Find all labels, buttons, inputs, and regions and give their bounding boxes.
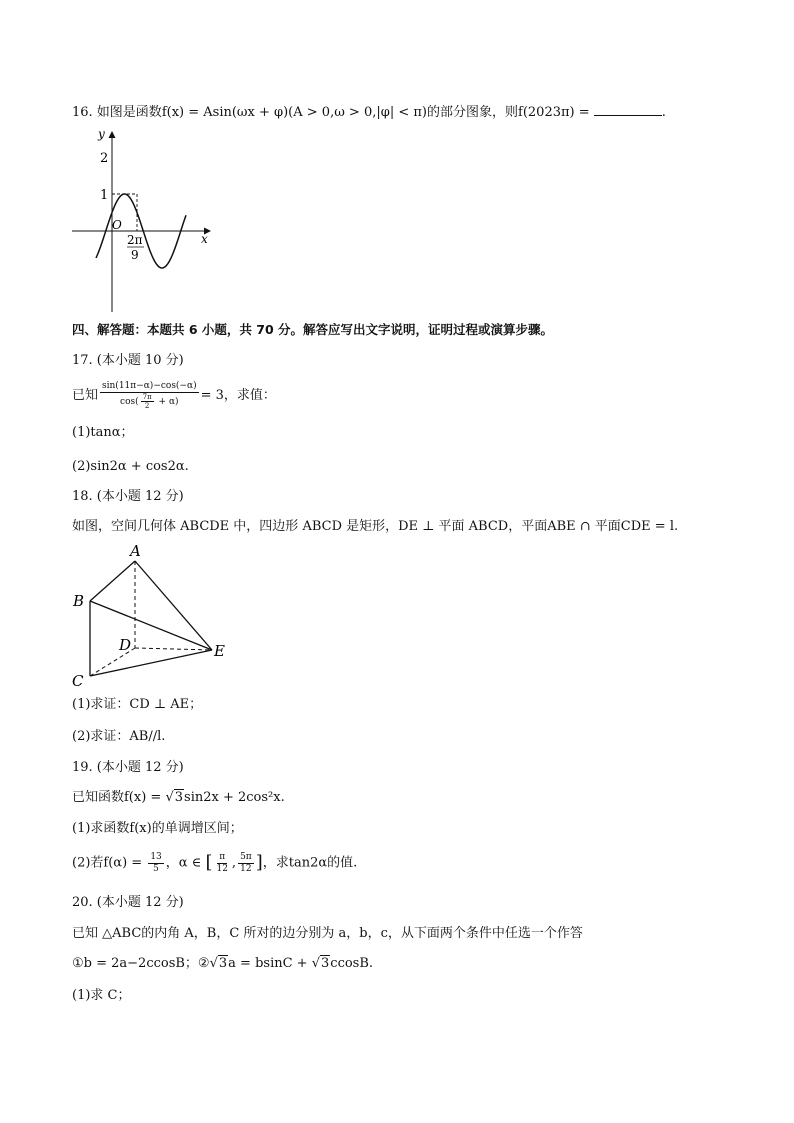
q20-cond-c: ccosB.: [330, 956, 374, 971]
q16-suffix: 的部分图象，则: [427, 105, 519, 120]
y-tick-1: 1: [100, 188, 109, 203]
q19-part1: (1)求函数f(x)的单调增区间；: [72, 821, 243, 836]
q19-given-b: sin2x + 2cos²x.: [184, 790, 285, 805]
q16-ask: f(2023π) =: [518, 105, 590, 120]
q16-prefix: 16. 如图是函数: [72, 105, 162, 120]
q17-fraction: [100, 381, 199, 410]
q20-statement: 已知 △ABC的内角 A，B，C 所对的边分别为 a，b，c，从下面两个条件中任选一个作答: [72, 926, 583, 941]
q19-part2-b: ，α ∈: [165, 855, 206, 871]
x-axis-label: x: [201, 232, 208, 246]
answer-blank: [594, 103, 662, 116]
sqrt-3: √3: [209, 956, 228, 971]
vertex-label-b: B: [73, 592, 85, 610]
q20-cond-b: a = bsinC +: [228, 956, 312, 971]
q19-part2-c: ，求tan2α的值.: [262, 855, 358, 871]
x-tick-numerator: 2π: [127, 233, 143, 247]
q19-part2: (2)若f(α) = $\frac{13}{5}$ ，α ∈ [ $\frac{\pi}{12}$ , $\frac{5\pi}{12}$ ]，求tan2α的值.: [72, 851, 358, 874]
section-heading: 四、解答题：本题共 6 小题，共 70 分。解答应写出文字说明，证明过程或演算步骤。: [72, 322, 554, 337]
origin-label: O: [112, 218, 122, 232]
q19-interval-left: $\frac{\pi}{12}$: [216, 851, 228, 874]
q20-header: 20. (本小题 12 分): [72, 895, 184, 910]
q16-function: f(x) = Asin(ωx + φ)(A > 0,ω > 0,|φ| < π): [161, 105, 427, 120]
q19-given: [72, 789, 285, 807]
q18-part1: (1)求证：CD ⊥ AE；: [72, 697, 203, 712]
x-tick-denominator: 9: [131, 248, 139, 262]
q18-statement: 如图，空间几何体 ABCDE 中，四边形 ABCD 是矩形，DE ⊥ 平面 ABCD，平面ABE ∩ 平面CDE = l.: [72, 519, 679, 534]
q16-end: .: [661, 105, 666, 120]
q16-statement: [72, 103, 666, 122]
q18-part2: (2)求证：AB//l.: [72, 729, 166, 744]
q20-part1: (1)求 C；: [72, 988, 131, 1003]
vertex-label-c: C: [72, 672, 84, 690]
y-axis-label: y: [98, 127, 105, 141]
q19-part2-a: (2)若f(α) =: [72, 855, 147, 871]
vertex-label-a: A: [130, 542, 141, 560]
q17-fraction-numerator: sin(11π−α)−cos(−α): [102, 381, 197, 391]
y-tick-2: 2: [100, 151, 109, 166]
q20-cond-a: ①b = 2a−2ccosB；②: [72, 956, 210, 971]
q17-part1: (1)tanα；: [72, 425, 134, 440]
vertex-label-e: E: [214, 642, 225, 660]
q19-given-a: 已知函数f(x) =: [72, 790, 166, 805]
q17-header: 17. (本小题 10 分): [72, 353, 184, 368]
sqrt-3: √3: [165, 790, 184, 805]
q17-part2: (2)sin2α + cos2α.: [72, 459, 189, 474]
q17-fraction-denominator: cos( $\frac{7\pi}{2}$ + α): [120, 393, 179, 410]
vertex-label-d: D: [119, 636, 132, 654]
q18-header: 18. (本小题 12 分): [72, 489, 184, 504]
sqrt-3: √3: [311, 956, 330, 971]
q17-given-prefix: 已知: [72, 388, 99, 403]
q19-fraction-13-5: $\frac{13}{5}$: [150, 851, 162, 874]
q18-geometry-figure: [66, 540, 236, 690]
q19-interval-right: $\frac{5\pi}{12}$: [240, 851, 252, 874]
q16-sine-graph: [60, 122, 230, 317]
q17-given-suffix: = 3，求值：: [200, 388, 276, 403]
q20-conditions: [72, 955, 373, 973]
q19-header: 19. (本小题 12 分): [72, 760, 184, 775]
q17-given: [72, 381, 276, 410]
